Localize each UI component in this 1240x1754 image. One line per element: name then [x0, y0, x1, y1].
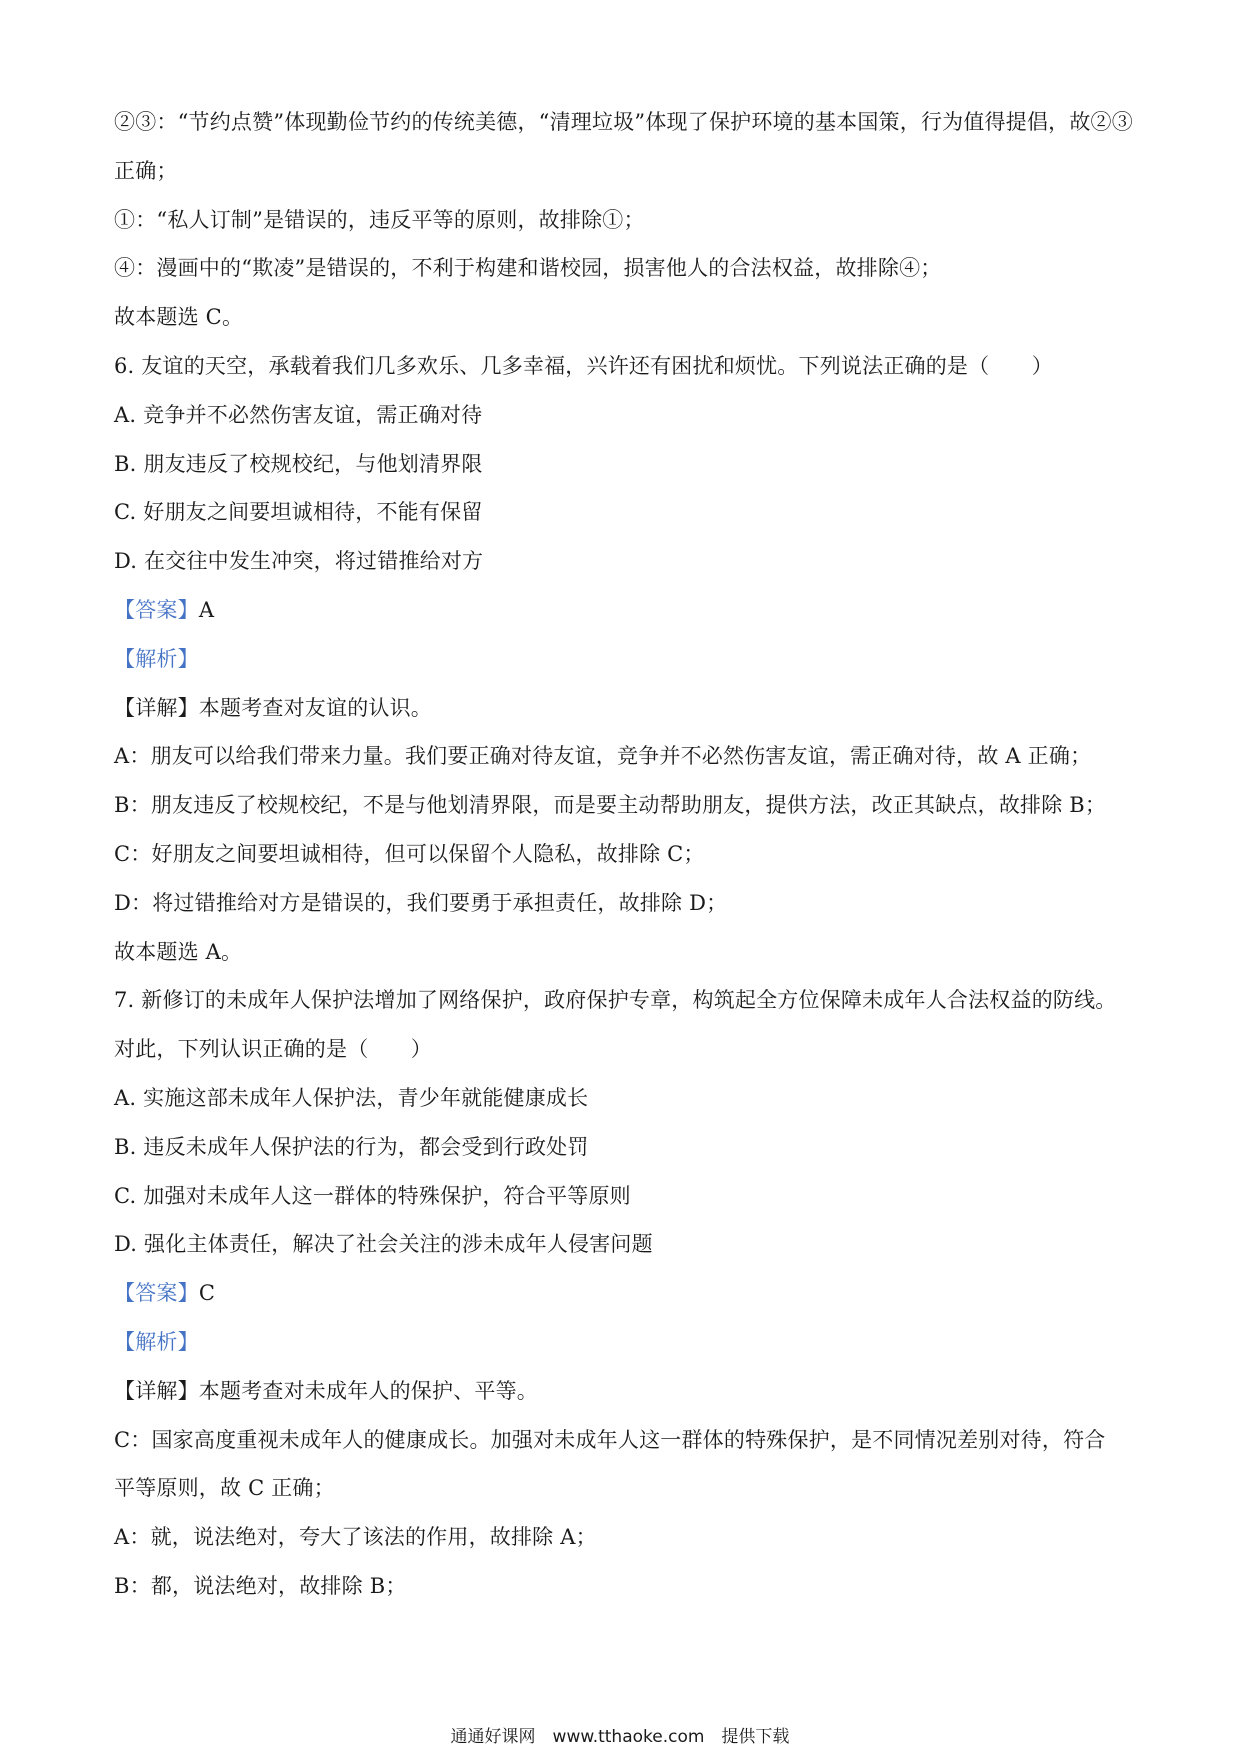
line-text: B. 朋友违反了校规校纪，与他划清界限: [114, 451, 483, 476]
text-line: [114, 488, 1134, 537]
line-text: A：就，说法绝对，夸大了该法的作用，故排除 A；: [114, 1525, 597, 1550]
section-label-line: [114, 1269, 1134, 1318]
line-text: ④：漫画中的“欺凌”是错误的，不利于构建和谐校园，损害他人的合法权益，故排除④；: [114, 256, 942, 281]
text-line: [114, 1172, 1134, 1221]
text-line: [114, 147, 1134, 196]
section-tag: 【解析】: [114, 646, 199, 671]
line-text: 6. 友谊的天空，承载着我们几多欢乐、几多幸福，兴许还有困扰和烦忧。下列说法正确的是（ ）: [114, 353, 1053, 378]
section-tag: 【答案】: [114, 597, 199, 622]
text-line: [114, 1464, 1134, 1513]
text-line: [114, 684, 1134, 733]
text-line: [114, 1416, 1134, 1465]
line-text: A：朋友可以给我们带来力量。我们要正确对待友谊，竞争并不必然伤害友谊，需正确对待，故 A 正确；: [114, 744, 1092, 769]
line-text: B. 违反未成年人保护法的行为，都会受到行政处罚: [114, 1134, 589, 1159]
text-line: [114, 98, 1134, 147]
text-line: [114, 293, 1134, 342]
text-line: [114, 830, 1134, 879]
line-text: 7. 新修订的未成年人保护法增加了网络保护，政府保护专章，构筑起全方位保障未成年人合法权益的防线。: [114, 988, 1117, 1013]
line-text: C. 好朋友之间要坦诚相待，不能有保留: [114, 500, 483, 525]
section-label-line: [114, 635, 1134, 684]
text-line: [114, 1123, 1134, 1172]
text-line: [114, 1562, 1134, 1611]
line-text: B：都，说法绝对，故排除 B；: [114, 1573, 407, 1598]
text-line: [114, 1220, 1134, 1269]
text-line: [114, 879, 1134, 928]
line-text: 【详解】本题考查对友谊的认识。: [114, 695, 432, 720]
text-line: [114, 196, 1134, 245]
line-text: B：朋友违反了校规校纪，不是与他划清界限，而是要主动帮助朋友，提供方法，改正其缺点，故排除 B；: [114, 793, 1107, 818]
section-label-line: [114, 586, 1134, 635]
line-text: D. 强化主体责任，解决了社会关注的涉未成年人侵害问题: [114, 1232, 653, 1257]
line-text: A. 实施这部未成年人保护法，青少年就能健康成长: [114, 1085, 589, 1110]
text-line: [114, 440, 1134, 489]
line-text: D. 在交往中发生冲突，将过错推给对方: [114, 549, 484, 574]
line-text: ②③：“节约点赞”体现勤俭节约的传统美德，“清理垃圾”体现了保护环境的基本国策，行为值得提倡，故②③: [114, 110, 1133, 134]
line-text: 故本题选 C。: [114, 305, 244, 330]
text-line: [114, 928, 1134, 977]
line-text: A. 竞争并不必然伤害友谊，需正确对待: [114, 402, 483, 427]
line-text: ①：“私人订制”是错误的，违反平等的原则，故排除①；: [114, 207, 645, 232]
text-line: [114, 537, 1134, 586]
text-line: [114, 1025, 1134, 1074]
text-line: [114, 342, 1134, 391]
text-line: [114, 391, 1134, 440]
line-text: D：将过错推给对方是错误的，我们要勇于承担责任，故排除 D；: [114, 890, 728, 915]
section-label-line: [114, 1318, 1134, 1367]
section-tag: 【解析】: [114, 1329, 199, 1354]
section-tag: 【答案】: [114, 1281, 199, 1306]
line-text: C. 加强对未成年人这一群体的特殊保护，符合平等原则: [114, 1183, 631, 1208]
line-text: C: [198, 1281, 216, 1306]
text-line: [114, 781, 1134, 830]
line-text: 故本题选 A。: [114, 939, 243, 964]
line-text: C：国家高度重视未成年人的健康成长。加强对未成年人这一群体的特殊保护，是不同情况差别对待，符合: [114, 1427, 1106, 1452]
page-footer: 通通好课网 www.tthaoke.com 提供下载: [450, 1727, 790, 1747]
line-text: C：好朋友之间要坦诚相待，但可以保留个人隐私，故排除 C；: [114, 841, 705, 866]
text-line: [114, 1367, 1134, 1416]
line-text: 对此，下列认识正确的是（ ）: [114, 1037, 432, 1062]
line-text: A: [198, 597, 215, 622]
text-line: [114, 732, 1134, 781]
text-line: [114, 1513, 1134, 1562]
line-text: 平等原则，故 C 正确；: [114, 1476, 335, 1501]
text-line: [114, 244, 1134, 293]
document-body: [114, 98, 1134, 1611]
text-line: [114, 1074, 1134, 1123]
text-line: [114, 976, 1134, 1025]
line-text: 【详解】本题考查对未成年人的保护、平等。: [114, 1378, 538, 1403]
line-text: 正确；: [114, 158, 178, 183]
